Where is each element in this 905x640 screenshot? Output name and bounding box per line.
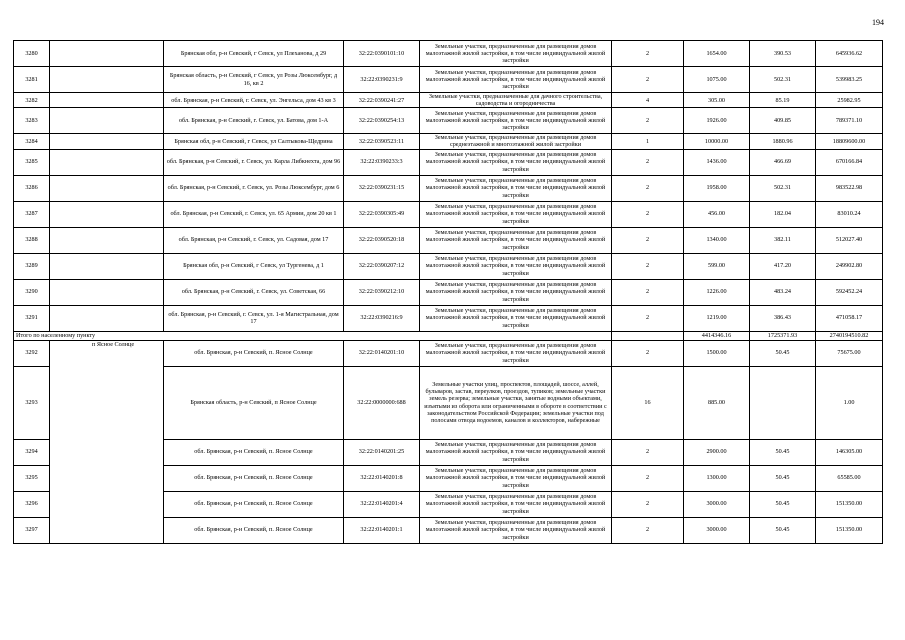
cadastral-value: 146305.00: [816, 439, 883, 465]
cadastral-number: 32:22:0390216:9: [344, 305, 420, 331]
cadastral-value: 592452.24: [816, 279, 883, 305]
table-body-settlement-a: [14, 41, 883, 332]
cadastral-value: 789371.10: [816, 108, 883, 134]
land-use-type: Земельные участки, предназначенные для размещения домов малоэтажной жилой застройки, в том числе индивидуальной жилой застройки: [420, 108, 612, 134]
cadastral-value-table: [13, 40, 883, 544]
land-use-type: Земельные участки, предназначенные для размещения домов малоэтажной жилой застройки, в том числе индивидуальной жилой застройки: [420, 491, 612, 517]
row-number: 3293: [14, 366, 50, 439]
cadastral-number: 32:22:0140201:25: [344, 439, 420, 465]
cadastral-number: 32:22:0390241:27: [344, 93, 420, 108]
cadastral-value: 539983.25: [816, 67, 883, 93]
address: Брянская область, р-н Севский, п Ясное Солнце: [164, 366, 344, 439]
page-number: 194: [872, 18, 884, 27]
area: 1300.00: [684, 465, 750, 491]
row-number: 3280: [14, 41, 50, 67]
land-use-type: Земельные участки, предназначенные для размещения домов малоэтажной жилой застройки, в том числе индивидуальной жилой застройки: [420, 340, 612, 366]
row-number: 3297: [14, 517, 50, 543]
row-number: 3290: [14, 279, 50, 305]
cadastral-number: 32:22:0140201:1: [344, 517, 420, 543]
area: 1654.00: [684, 41, 750, 67]
address: Брянская обл, р-н Севский, г Севск, ул Плеханова, д 29: [164, 41, 344, 67]
row-number: 3282: [14, 93, 50, 108]
address: обл. Брянская, р-н Севский, п. Ясное Солнце: [164, 439, 344, 465]
address: обл. Брянская, р-н Севский, г. Севск, ул. Карла Либкнехта, дом 96: [164, 149, 344, 175]
locality-name: п Ясное Солнце: [50, 340, 164, 543]
cadastral-value: 151350.00: [816, 517, 883, 543]
group-code: 2: [612, 227, 684, 253]
cadastral-number: 32:22:0390101:10: [344, 41, 420, 67]
area: 3000.00: [684, 491, 750, 517]
address: обл. Брянская, р-н Севский, г. Севск, ул. Розы Люксембург, дом 6: [164, 175, 344, 201]
cadastral-value: 25982.95: [816, 93, 883, 108]
group-code: 1: [612, 134, 684, 149]
locality-cell: [50, 41, 164, 67]
locality-cell: [50, 201, 164, 227]
table-row: [14, 340, 883, 366]
land-use-type: Земельные участки, предназначенные для размещения домов малоэтажной жилой застройки, в том числе индивидуальной жилой застройки: [420, 253, 612, 279]
cadastral-number: 32:22:0390207:12: [344, 253, 420, 279]
address: обл. Брянская, р-н Севский, п. Ясное Солнце: [164, 491, 344, 517]
group-code: 2: [612, 439, 684, 465]
cadastral-number: 32:22:0390212:10: [344, 279, 420, 305]
group-code: 2: [612, 491, 684, 517]
cadastral-number: 32:22:0140201:10: [344, 340, 420, 366]
address: обл. Брянская, р-н Севский, п. Ясное Солнце: [164, 340, 344, 366]
group-code: 16: [612, 366, 684, 439]
cadastral-value: 645936.62: [816, 41, 883, 67]
specific-value: 85.19: [750, 93, 816, 108]
table-row: [14, 108, 883, 134]
group-code: 2: [612, 465, 684, 491]
cadastral-value: 471058.17: [816, 305, 883, 331]
table-row: [14, 67, 883, 93]
table-row: [14, 227, 883, 253]
land-use-type: Земельные участки, предназначенные для размещения домов малоэтажной жилой застройки, в том числе индивидуальной жилой застройки: [420, 67, 612, 93]
total-count-cell: [612, 331, 684, 340]
locality-cell: [50, 93, 164, 108]
address: обл. Брянская, р-н Севский, п. Ясное Солнце: [164, 465, 344, 491]
table-row: [14, 253, 883, 279]
land-use-type: Земельные участки, предназначенные для размещения домов малоэтажной жилой застройки, в том числе индивидуальной жилой застройки: [420, 227, 612, 253]
specific-value: [750, 366, 816, 439]
row-number: 3294: [14, 439, 50, 465]
cadastral-number: 32:22:0390254:13: [344, 108, 420, 134]
cadastral-value: 1.00: [816, 366, 883, 439]
cadastral-number: 32:22:0390523:11: [344, 134, 420, 149]
row-number: 3292: [14, 340, 50, 366]
address: Брянская область, р-н Севский, г Севск, ул Розы Люксембург, д 16, кв 2: [164, 67, 344, 93]
cadastral-value: 151350.00: [816, 491, 883, 517]
cadastral-number: 32:22:0390520:18: [344, 227, 420, 253]
group-code: 2: [612, 340, 684, 366]
area: 2900.00: [684, 439, 750, 465]
group-code: 2: [612, 67, 684, 93]
row-number: 3295: [14, 465, 50, 491]
locality-cell: [50, 175, 164, 201]
specific-value: 386.43: [750, 305, 816, 331]
address: обл. Брянская, р-н Севский, г. Севск, ул. Садовая, дом 17: [164, 227, 344, 253]
land-use-type: Земельные участки, предназначенные для размещения домов малоэтажной жилой застройки, в том числе индивидуальной жилой застройки: [420, 465, 612, 491]
table-body-settlement-b: [14, 340, 883, 543]
cadastral-value: 18809600.00: [816, 134, 883, 149]
cadastral-number: 32:22:0140201:4: [344, 491, 420, 517]
row-number: 3285: [14, 149, 50, 175]
cadastral-number: 32:22:0000000:688: [344, 366, 420, 439]
area: 3000.00: [684, 517, 750, 543]
row-number: 3296: [14, 491, 50, 517]
cadastral-number: 32:22:0390231:9: [344, 67, 420, 93]
area: 1219.00: [684, 305, 750, 331]
total-label: Итого по населенному пункту: [14, 331, 612, 340]
land-use-type: Земельные участки, предназначенные для размещения домов малоэтажной жилой застройки, в том числе индивидуальной жилой застройки: [420, 149, 612, 175]
locality-cell: [50, 305, 164, 331]
cadastral-value: 512027.40: [816, 227, 883, 253]
row-number: 3281: [14, 67, 50, 93]
land-use-type: Земельные участки, предназначенные для размещения домов малоэтажной жилой застройки, в том числе индивидуальной жилой застройки: [420, 175, 612, 201]
total-value: 2740194510.82: [816, 331, 883, 340]
row-number: 3291: [14, 305, 50, 331]
specific-value: 50.45: [750, 340, 816, 366]
cadastral-value: 249902.80: [816, 253, 883, 279]
group-code: 2: [612, 305, 684, 331]
specific-value: 483.24: [750, 279, 816, 305]
locality-cell: [50, 253, 164, 279]
area: 1226.00: [684, 279, 750, 305]
locality-cell: [50, 108, 164, 134]
address: обл. Брянская, р-н Севский, г. Севск, ул. Энгельса, дом 43 кв 3: [164, 93, 344, 108]
specific-value: 390.53: [750, 41, 816, 67]
group-code: 2: [612, 108, 684, 134]
address: обл. Брянская, р-н Севский, п. Ясное Солнце: [164, 517, 344, 543]
specific-value: 50.45: [750, 465, 816, 491]
cadastral-number: 32:22:0390305:49: [344, 201, 420, 227]
address: обл. Брянская, р-н Севский, г. Севск, ул. 1-я Магистральная, дом 17: [164, 305, 344, 331]
area: 599.00: [684, 253, 750, 279]
table-row: [14, 93, 883, 108]
specific-value: 1880.96: [750, 134, 816, 149]
area: 1926.00: [684, 108, 750, 134]
address: обл. Брянская, р-н Севский, г. Севск, ул. 65 Армии, дом 20 кв 1: [164, 201, 344, 227]
specific-value: 409.85: [750, 108, 816, 134]
specific-value: 50.45: [750, 517, 816, 543]
land-use-type: Земельные участки, предназначенные для размещения домов малоэтажной жилой застройки, в том числе индивидуальной жилой застройки: [420, 517, 612, 543]
area: 1500.00: [684, 340, 750, 366]
specific-value: 182.04: [750, 201, 816, 227]
group-code: 2: [612, 175, 684, 201]
group-code: 4: [612, 93, 684, 108]
row-number: 3289: [14, 253, 50, 279]
locality-cell: [50, 227, 164, 253]
group-code: 2: [612, 253, 684, 279]
land-use-type: Земельные участки, предназначенные для размещения домов малоэтажной жилой застройки, в том числе индивидуальной жилой застройки: [420, 201, 612, 227]
total-row: [14, 331, 883, 340]
land-use-type: Земельные участки, предназначенные для размещения домов малоэтажной жилой застройки, в том числе индивидуальной жилой застройки: [420, 41, 612, 67]
cadastral-value: 983522.98: [816, 175, 883, 201]
area: 456.00: [684, 201, 750, 227]
land-use-type: Земельные участки, предназначенные для размещения домов малоэтажной жилой застройки, в том числе индивидуальной жилой застройки: [420, 305, 612, 331]
table-row: [14, 41, 883, 67]
cadastral-value: 83010.24: [816, 201, 883, 227]
group-code: 2: [612, 149, 684, 175]
cadastral-value: 75675.00: [816, 340, 883, 366]
cadastral-value: 670166.84: [816, 149, 883, 175]
cadastral-number: 32:22:0390233:3: [344, 149, 420, 175]
cadastral-value: 65585.00: [816, 465, 883, 491]
area: 1075.00: [684, 67, 750, 93]
locality-cell: [50, 67, 164, 93]
locality-cell: [50, 134, 164, 149]
specific-value: 466.69: [750, 149, 816, 175]
table-body-total: [14, 331, 883, 340]
land-use-type: Земельные участки, предназначенные для размещения домов среднеэтажной и многоэтажной жилой застройки: [420, 134, 612, 149]
group-code: 2: [612, 201, 684, 227]
table-row: [14, 201, 883, 227]
address: Брянская обл, р-н Севский, г Севск, ул Тургенева, д 1: [164, 253, 344, 279]
area: 1958.00: [684, 175, 750, 201]
area: 10000.00: [684, 134, 750, 149]
table-row: [14, 279, 883, 305]
area: 885.00: [684, 366, 750, 439]
row-number: 3288: [14, 227, 50, 253]
row-number: 3287: [14, 201, 50, 227]
row-number: 3286: [14, 175, 50, 201]
address: обл. Брянская, р-н Севский, г. Севск, ул. Советская, 66: [164, 279, 344, 305]
table-row: [14, 134, 883, 149]
specific-value: 502.31: [750, 175, 816, 201]
cadastral-number: 32:22:0140201:8: [344, 465, 420, 491]
total-area: 4414346.16: [684, 331, 750, 340]
land-use-type: Земельные участки, предназначенные для дачного строительства, садоводства и огородничества: [420, 93, 612, 108]
specific-value: 417.20: [750, 253, 816, 279]
land-use-type: Земельные участки улиц, проспектов, площадей, шоссе, аллей, бульваров, застав, переулков, проездов, тупиков; земельные участки земель резерва; земельные участки, занятые водными объектами, изъятыми из оборота или ограниченными в обороте в соответствии с законодательством Российской Федерации; земельные участки под полосами отвода водоемов, каналов и коллекторов, набережные: [420, 366, 612, 439]
land-use-type: Земельные участки, предназначенные для размещения домов малоэтажной жилой застройки, в том числе индивидуальной жилой застройки: [420, 279, 612, 305]
locality-cell: [50, 279, 164, 305]
cadastral-number: 32:22:0390231:15: [344, 175, 420, 201]
address: обл. Брянская, р-н Севский, г. Севск, ул. Батова, дом 1-А: [164, 108, 344, 134]
area: 305.00: [684, 93, 750, 108]
table-row: [14, 149, 883, 175]
table-row: [14, 175, 883, 201]
specific-value: 50.45: [750, 439, 816, 465]
row-number: 3284: [14, 134, 50, 149]
total-rate: 1725371.93: [750, 331, 816, 340]
specific-value: 502.31: [750, 67, 816, 93]
address: Брянская обл, р-н Севский, г Севск, ул Салтыкова-Щедрина: [164, 134, 344, 149]
land-use-type: Земельные участки, предназначенные для размещения домов малоэтажной жилой застройки, в том числе индивидуальной жилой застройки: [420, 439, 612, 465]
area: 1436.00: [684, 149, 750, 175]
specific-value: 50.45: [750, 491, 816, 517]
area: 1340.00: [684, 227, 750, 253]
group-code: 2: [612, 41, 684, 67]
group-code: 2: [612, 517, 684, 543]
specific-value: 382.11: [750, 227, 816, 253]
locality-cell: [50, 149, 164, 175]
table-row: [14, 305, 883, 331]
row-number: 3283: [14, 108, 50, 134]
group-code: 2: [612, 279, 684, 305]
